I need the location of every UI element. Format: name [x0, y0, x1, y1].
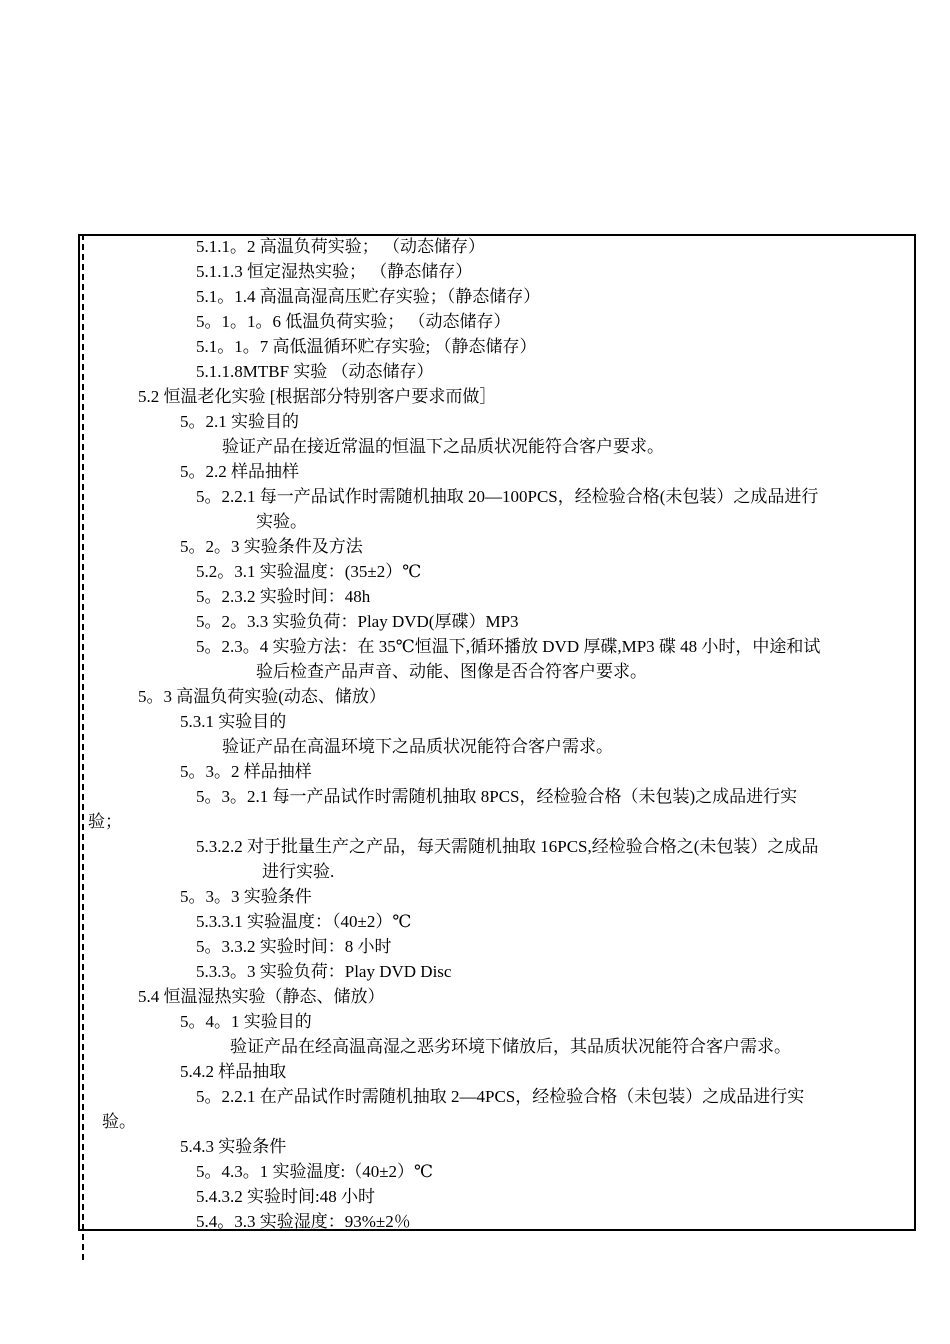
text-line: 实验。	[256, 512, 307, 531]
text-line: 验证产品在接近常温的恒温下之品质状况能符合客户要求。	[222, 437, 664, 456]
text-line: 验。	[102, 1112, 136, 1131]
text-line: 5。2.3。4 实验方法：在 35℃恒温下,循环播放 DVD 厚碟,MP3 碟 48 小时，中途和试	[196, 637, 821, 656]
text-line: 5.1.1.8MTBF 实验 （动态储存）	[196, 362, 434, 381]
text-line: 5.2。3.1 实验温度：(35±2）℃	[196, 562, 422, 581]
subsection-heading: 5。2.1 实验目的	[180, 412, 299, 431]
text-line: 5。2.3.2 实验时间：48h	[196, 587, 371, 606]
subsection-heading: 5。3。3 实验条件	[180, 887, 312, 906]
text-line: 5.3.2.2 对于批量生产之产品，每天需随机抽取 16PCS,经检验合格之(未包装）之成品	[196, 837, 819, 856]
subsection-heading: 5。3。2 样品抽样	[180, 762, 312, 781]
text-line: 5。4.3。1 实验温度:（40±2）℃	[196, 1162, 434, 1181]
text-line: 5.4。3.3 实验湿度：93%±2％	[196, 1212, 411, 1231]
text-line: 进行实验.	[262, 862, 335, 881]
subsection-heading: 5.4.2 样品抽取	[180, 1062, 287, 1081]
subsection-heading: 5。2.2 样品抽样	[180, 462, 299, 481]
text-line: 5。2.2.1 在产品试作时需随机抽取 2—4PCS，经检验合格（未包装）之成品进行实	[196, 1087, 805, 1106]
text-line: 验证产品在高温环境下之品质状况能符合客户需求。	[222, 737, 613, 756]
section-heading: 5.4 恒温湿热实验（静态、储放）	[138, 987, 385, 1006]
section-heading: 5.2 恒温老化实验 [根据部分特别客户要求而做］	[138, 387, 497, 406]
text-line: 5.3.3。3 实验负荷：Play DVD Disc	[196, 962, 452, 981]
text-line: 5.1。1.4 高温高湿高压贮存实验；（静态储存）	[196, 287, 541, 306]
subsection-heading: 5.3.1 实验目的	[180, 712, 287, 731]
subsection-heading: 5。2。3 实验条件及方法	[180, 537, 363, 556]
text-line: 5。2.2.1 每一产品试作时需随机抽取 20—100PCS，经检验合格(未包装）之成品进行	[196, 487, 819, 506]
subsection-heading: 5.4.3 实验条件	[180, 1137, 287, 1156]
text-line: 5.1。1。7 高低温循环贮存实验; （静态储存）	[196, 337, 537, 356]
text-line: 验；	[88, 812, 122, 831]
text-line: 5。3.3.2 实验时间：8 小时	[196, 937, 392, 956]
text-line: 5。3。2.1 每一产品试作时需随机抽取 8PCS，经检验合格（未包装)之成品进行实	[196, 787, 798, 806]
text-line: 5.3.3.1 实验温度：（40±2）℃	[196, 912, 412, 931]
text-line: 5。1。1。6 低温负荷实验； （动态储存）	[196, 312, 511, 331]
text-line: 验后检查产品声音、动能、图像是否合符客户要求。	[256, 662, 647, 681]
text-line: 5。2。3.3 实验负荷：Play DVD(厚碟）MP3	[196, 612, 519, 631]
subsection-heading: 5。4。1 实验目的	[180, 1012, 312, 1031]
text-line: 5.1.1.3 恒定湿热实验； （静态储存）	[196, 262, 473, 281]
section-heading: 5。3 高温负荷实验(动态、储放）	[138, 687, 386, 706]
text-line: 验证产品在经高温高湿之恶劣环境下储放后，其品质状况能符合客户需求。	[230, 1037, 791, 1056]
left-dashed-border	[82, 234, 84, 1260]
text-line: 5.1.1。2 高温负荷实验； （动态储存）	[196, 237, 485, 256]
text-line: 5.4.3.2 实验时间:48 小时	[196, 1187, 375, 1206]
